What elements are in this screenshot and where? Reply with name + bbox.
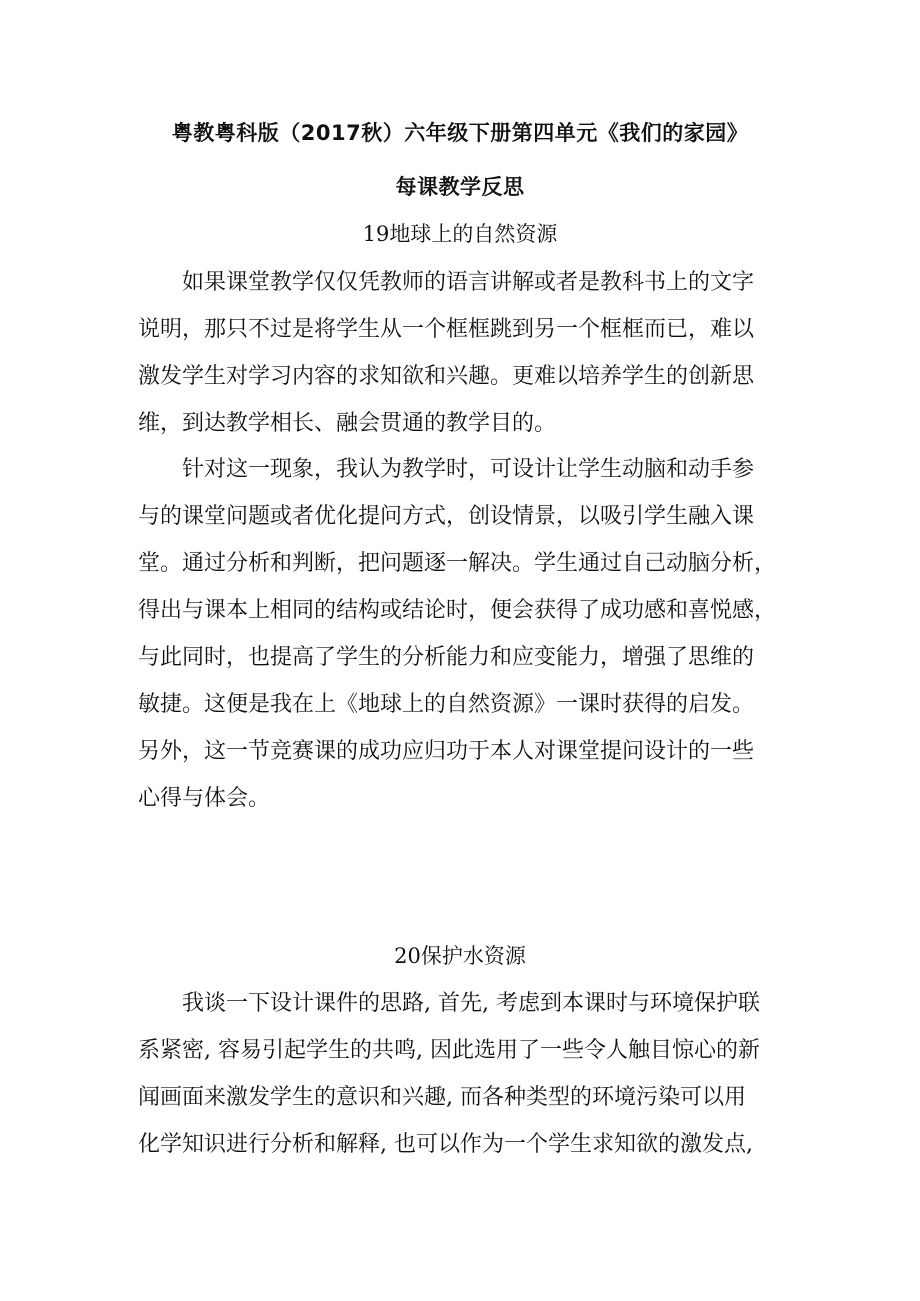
paragraph-line: 说明，那只不过是将学生从一个框框跳到另一个框框而已，难以 (138, 317, 755, 342)
section-19-paragraph-1 (138, 259, 808, 447)
paragraph-line: 针对这一现象，我认为教学时，可设计让学生动脑和动手参 (182, 457, 755, 482)
paragraph-line: 我谈一下设计课件的思路, 首先, 考虑到本课时与环境保护联 (182, 991, 760, 1016)
document-subtitle: 每课教学反思 (395, 175, 525, 199)
section-heading-20: 20保护水资源 (394, 944, 526, 968)
section-19-paragraph-2 (138, 446, 808, 822)
paragraph-line: 化学知识进行分析和解释, 也可以作为一个学生求知欲的激发点, (138, 1132, 753, 1157)
paragraph-line: 与此同时，也提高了学生的分析能力和应变能力，增强了思维的 (138, 645, 755, 670)
document-title: 粤教粤科版（2017秋）六年级下册第四单元《我们的家园》 (171, 121, 749, 145)
paragraph-line: 心得与体会。 (138, 786, 271, 811)
paragraph-line: 闻画面来激发学生的意识和兴趣, 而各种类型的环境污染可以用 (138, 1085, 746, 1110)
paragraph-line: 另外，这一节竞赛课的成功应归功于本人对课堂提问设计的一些 (138, 739, 755, 764)
paragraph-line: 激发学生对学习内容的求知欲和兴趣。更难以培养学生的创新思 (138, 364, 755, 389)
paragraph-line: 如果课堂教学仅仅凭教师的语言讲解或者是教科书上的文字 (182, 270, 755, 295)
paragraph-line: 系紧密, 容易引起学生的共鸣, 因此选用了一些令人触目惊心的新 (138, 1038, 760, 1063)
section-heading-19: 19地球上的自然资源 (362, 222, 558, 246)
paragraph-line: 堂。通过分析和判断，把问题逐一解决。学生通过自己动脑分析， (138, 551, 777, 576)
section-20-paragraph-1 (138, 980, 808, 1168)
paragraph-line: 敏捷。这便是我在上《地球上的自然资源》一课时获得的启发。 (138, 692, 755, 717)
paragraph-line: 与的课堂问题或者优化提问方式，创设情景，以吸引学生融入课 (138, 504, 755, 529)
paragraph-line: 得出与课本上相同的结构或结论时，便会获得了成功感和喜悦感， (138, 598, 777, 623)
paragraph-line: 维，到达教学相长、融会贯通的教学目的。 (138, 411, 557, 436)
